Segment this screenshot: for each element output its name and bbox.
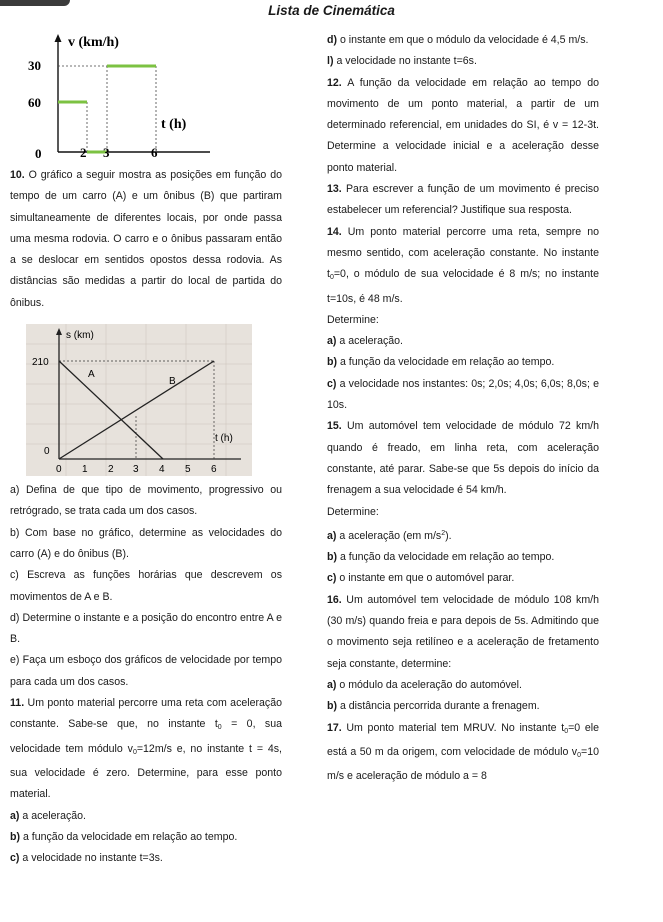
left-column [10,30,282,869]
question-number: 15. [327,420,342,433]
line-b [59,361,214,459]
x-tick-0: 0 [56,464,62,476]
velocity-time-graph [18,30,228,165]
y-tick-210: 210 [32,357,49,369]
x-tick-4: 4 [159,464,165,476]
item-text: a função da velocidade em relação ao tempo. [22,830,238,843]
question-16-b [327,696,599,717]
x-tick-3: 3 [103,145,110,160]
question-13 [327,179,599,222]
subscript: 0 [564,727,569,735]
question-number: 10. [10,169,25,181]
line-a [59,361,163,459]
question-text: O gráfico a seguir mostra as posições em função do tempo de um carro (A) e um ônibus (B) que partiram simultaneamente de diferentes locais, por onde passa uma mesma rodovia. O carro e o ônibus passaram então a se deslocar em sentidos opostos dessa rodovia. As distâncias são medidas a partir do local de partida do ônibus. [10,169,282,309]
item-label: c) [327,572,337,585]
x-axis-label: t (h) [161,117,187,132]
item-label: b) [327,700,337,713]
question-text: Para escrever a função de um movimento é preciso estabelecer um referencial? Justifique sua resposta. [327,183,599,217]
x-tick-2: 2 [80,145,87,160]
question-15 [327,416,599,501]
x-axis-label: t (h) [215,433,233,445]
x-tick-6: 6 [211,464,217,476]
superscript: 2 [441,529,446,537]
item-label: a) [10,809,20,822]
question-number: 14. [327,225,342,238]
question-text-part: Um ponto material percorre uma reta com aceleração constante. Sabe-se que, no instante t [10,697,282,731]
item-text: a função da velocidade em relação ao tempo. [339,551,555,564]
question-11-d [327,30,599,51]
subscript: 0 [329,274,334,282]
item-label: c) [327,377,337,390]
question-14-b [327,352,599,373]
question-number: 11. [10,697,25,710]
question-10-a: a) Defina de que tipo de movimento, progressivo ou retrógrado, se trata cada um dos casos. [10,484,282,518]
subscript: 0 [132,748,137,756]
item-text: a aceleração (em m/s [339,529,442,542]
item-text: o módulo da aceleração do automóvel. [339,678,522,691]
question-14 [327,222,599,310]
x-tick-2: 2 [108,464,114,476]
item-label: b) [10,830,20,843]
question-text: Um automóvel tem velocidade de módulo 108 km/h (30 m/s) quando freia e para depois de 5s. Admitindo que o movimento seja retilíneo e a aceleração de fretamento seja constante, determine: [327,593,599,670]
item-label: l) [327,55,334,68]
x-tick-3: 3 [133,464,139,476]
item-label: a) [327,335,337,348]
y-axis-arrow [55,34,62,42]
subscript: 0 [217,724,222,732]
y-tick-30: 30 [28,58,41,73]
question-10-e: e) Faça um esboço dos gráficos de velocidade por tempo para cada um dos casos. [10,654,282,688]
question-number: 12. [327,76,342,89]
question-16 [327,590,599,675]
question-text-part: Um ponto material tem MRUV. No instante t [346,721,565,734]
question-11-l [327,51,599,72]
question-10-d: d) Determine o instante e a posição do encontro entre A e B. [10,611,282,646]
item-label: c) [10,852,20,865]
item-text: a velocidade no instante t=3s. [22,852,163,865]
item-label: b) [327,551,337,564]
question-11-c [10,848,282,869]
question-15-a [327,523,599,547]
question-17 [327,718,599,788]
item-text: a velocidade no instante t=6s. [336,55,477,68]
item-label: a) [327,678,337,691]
question-text-part: =0 ele está a 50 m da origem, com velocidade de módulo v [327,721,599,758]
item-text: a distância percorrida durante a frenagem. [339,700,540,713]
item-text: a aceleração. [22,809,86,822]
question-10-b: b) Com base no gráfico, determine as velocidades do carro (A) e do ônibus (B). [10,526,282,560]
x-tick-5: 5 [185,464,191,476]
question-number: 17. [327,721,342,734]
question-text: A função da velocidade em relação ao tempo do movimento de um ponto material, a partir de um determinado referencial, em unidades do SI, é v = 12-3t. Determine a velocidade inicial e a aceleração desse ponto material. [327,76,600,174]
y-tick-60: 60 [28,95,41,110]
question-16-a [327,675,599,696]
question-number: 13. [327,183,342,196]
question-15-b [327,547,599,568]
item-text: o instante em que o módulo da velocidade é 4,5 m/s. [339,34,589,46]
subscript: 0 [577,751,582,759]
question-text-part: Um ponto material percorre uma reta, sempre no mesmo sentido, com aceleração constante. No instante t [327,225,599,281]
question-14-c [327,374,599,417]
question-15-c [327,568,599,589]
question-text-part: =12m/s e, no instante t = 4s, sua velocidade é zero. Determine, para esse ponto material. [10,742,283,801]
y-axis-arrow [56,328,62,335]
y-tick-0: 0 [44,446,50,458]
y-axis-label: v (km/h) [68,35,119,50]
question-11-a [10,806,282,827]
question-10-c: c) Escreva as funções horárias que descrevem os movimentos de A e B. [10,569,282,603]
question-text: Um automóvel tem velocidade de módulo 72 km/h quando é freado, em linha reta, com aceleração constante, até parar. Sabe-se que 5s depois do início da frenagem a sua velocidade é 54 km/h. [327,420,599,497]
item-text: a velocidade nos instantes: 0s; 2,0s; 4,0s; 6,0s; 8,0s; e 10s. [327,377,599,412]
question-10 [10,165,282,314]
question-11 [10,693,282,805]
right-column [327,30,599,787]
item-text: a aceleração. [339,335,403,348]
x-tick-6: 6 [151,145,158,160]
item-label: a) [327,529,337,542]
position-time-graph-photo [26,324,252,476]
y-axis-label: s (km) [66,330,94,342]
question-15-determine: Determine: [327,505,379,518]
line-a-label: A [88,369,95,381]
x-tick-1: 1 [82,464,88,476]
question-number: 16. [327,593,342,606]
question-text-part: =10 m/s e aceleração de módulo a = 8 [327,745,599,783]
x-tick-0: 0 [35,146,42,161]
item-text: a função da velocidade em relação ao tempo. [339,356,555,369]
question-text-part: =0, o módulo de sua velocidade é 8 m/s; no instante t=10s, é 48 m/s. [327,268,599,305]
position-time-graph [26,324,252,476]
item-text: o instante em que o automóvel parar. [339,572,515,585]
page-title: Lista de Cinemática [268,3,395,18]
question-14-determine: Determine: [327,313,379,326]
question-12 [327,73,599,179]
question-14-a [327,331,599,352]
line-b-label: B [169,376,176,388]
item-label: b) [327,356,337,369]
item-text: ). [445,529,452,542]
question-11-b [10,827,282,848]
question-text-part: = 0, sua velocidade tem módulo v [10,718,282,755]
item-label: d) [327,34,337,46]
